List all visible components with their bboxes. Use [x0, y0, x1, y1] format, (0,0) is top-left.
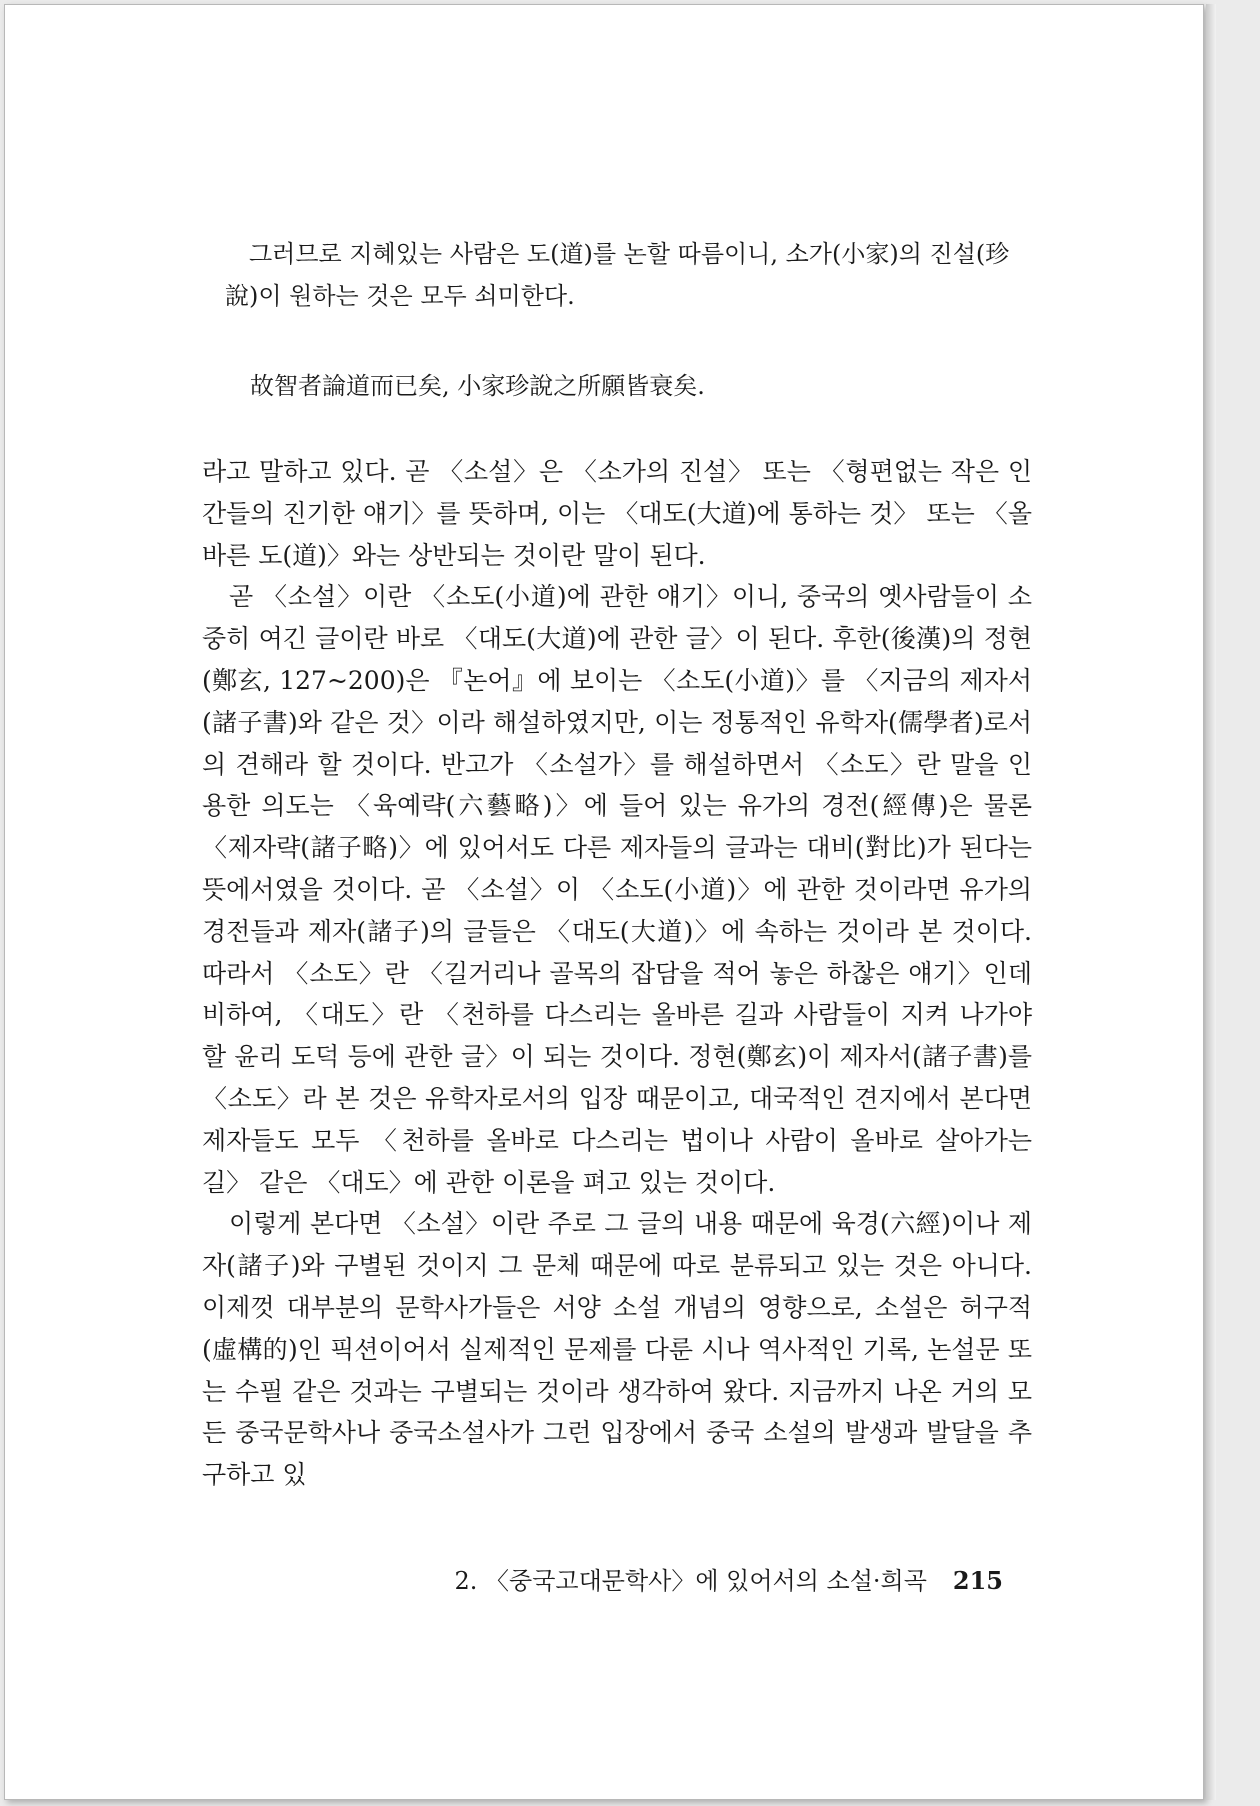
page-footer	[455, 1566, 1003, 1596]
book-page	[4, 4, 1204, 1800]
body-text	[202, 451, 1032, 1496]
quote-korean: 그러므로 지혜있는 사람은 도(道)를 논할 따름이니, 소가(小家)의 진설(珍說)이 원하는 것은 모두 쇠미한다.	[225, 240, 1010, 310]
page-edge-shadow	[1206, 4, 1216, 1800]
paragraph-1: 라고 말하고 있다. 곧 〈소설〉은 〈소가의 진설〉 또는 〈형편없는 작은 인간들의 진기한 얘기〉를 뜻하며, 이는 〈대도(大道)에 통하는 것〉 또는 〈올바른 도(道)〉와는 상반되는 것이란 말이 된다.	[202, 457, 1032, 570]
quote-hanja: 故智者論道而已矣, 小家珍說之所願皆衰矣.	[250, 372, 705, 400]
running-title: 2. 〈중국고대문학사〉에 있어서의 소설·희곡	[454, 1567, 927, 1595]
paragraph-2: 곧 〈소설〉이란 〈소도(小道)에 관한 얘기〉이니, 중국의 옛사람들이 소중히 여긴 글이란 바로 〈대도(大道)에 관한 글〉이 된다. 후한(後漢)의 정현(鄭玄, 127~200)은 『논어』에 보이는 〈소도(小道)〉를 〈지금의 제자서(諸子書)와 같은 것〉이라 해설하였지만, 이는 정통적인 유학자(儒學者)로서의 견해라 할 것이다. 반고가 〈소설가〉를 해설하면서 〈소도〉란 말을 인용한 의도는 〈육예략(六藝略)〉에 들어 있는 유가의 경전(經傳)은 물론 〈제자략(諸子略)〉에 있어서도 다른 제자들의 글과는 대비(對比)가 된다는 뜻에서였을 것이다. 곧 〈소설〉이 〈소도(小道)〉에 관한 것이라면 유가의 경전들과 제자(諸子)의 글들은 〈대도(大道)〉에 속하는 것이라 본 것이다. 따라서 〈소도〉란 〈길거리나 골목의 잡담을 적어 놓은 하찮은 얘기〉인데 비하여, 〈대도〉란 〈천하를 다스리는 올바른 길과 사람들이 지켜 나가야 할 윤리 도덕 등에 관한 글〉이 되는 것이다. 정현(鄭玄)이 제자서(諸子書)를 〈소도〉라 본 것은 유학자로서의 입장 때문이고, 대국적인 견지에서 본다면 제자들도 모두 〈천하를 올바로 다스리는 법이나 사람이 올바로 살아가는 길〉 같은 〈대도〉에 관한 이론을 펴고 있는 것이다.	[202, 582, 1032, 1197]
page-number: 215	[952, 1566, 1003, 1595]
paragraph-3: 이렇게 본다면 〈소설〉이란 주로 그 글의 내용 때문에 육경(六經)이나 제자(諸子)와 구별된 것이지 그 문체 때문에 따로 분류되고 있는 것은 아니다. 이제껏 대부분의 문학사가들은 서양 소설 개념의 영향으로, 소설은 허구적(虛構的)인 픽션이어서 실제적인 문제를 다룬 시나 역사적인 기록, 논설문 또는 수필 같은 것과는 구별되는 것이라 생각하여 왔다. 지금까지 나온 거의 모든 중국문학사나 중국소설사가 그런 입장에서 중국 소설의 발생과 발달을 추구하고 있	[202, 1209, 1032, 1490]
